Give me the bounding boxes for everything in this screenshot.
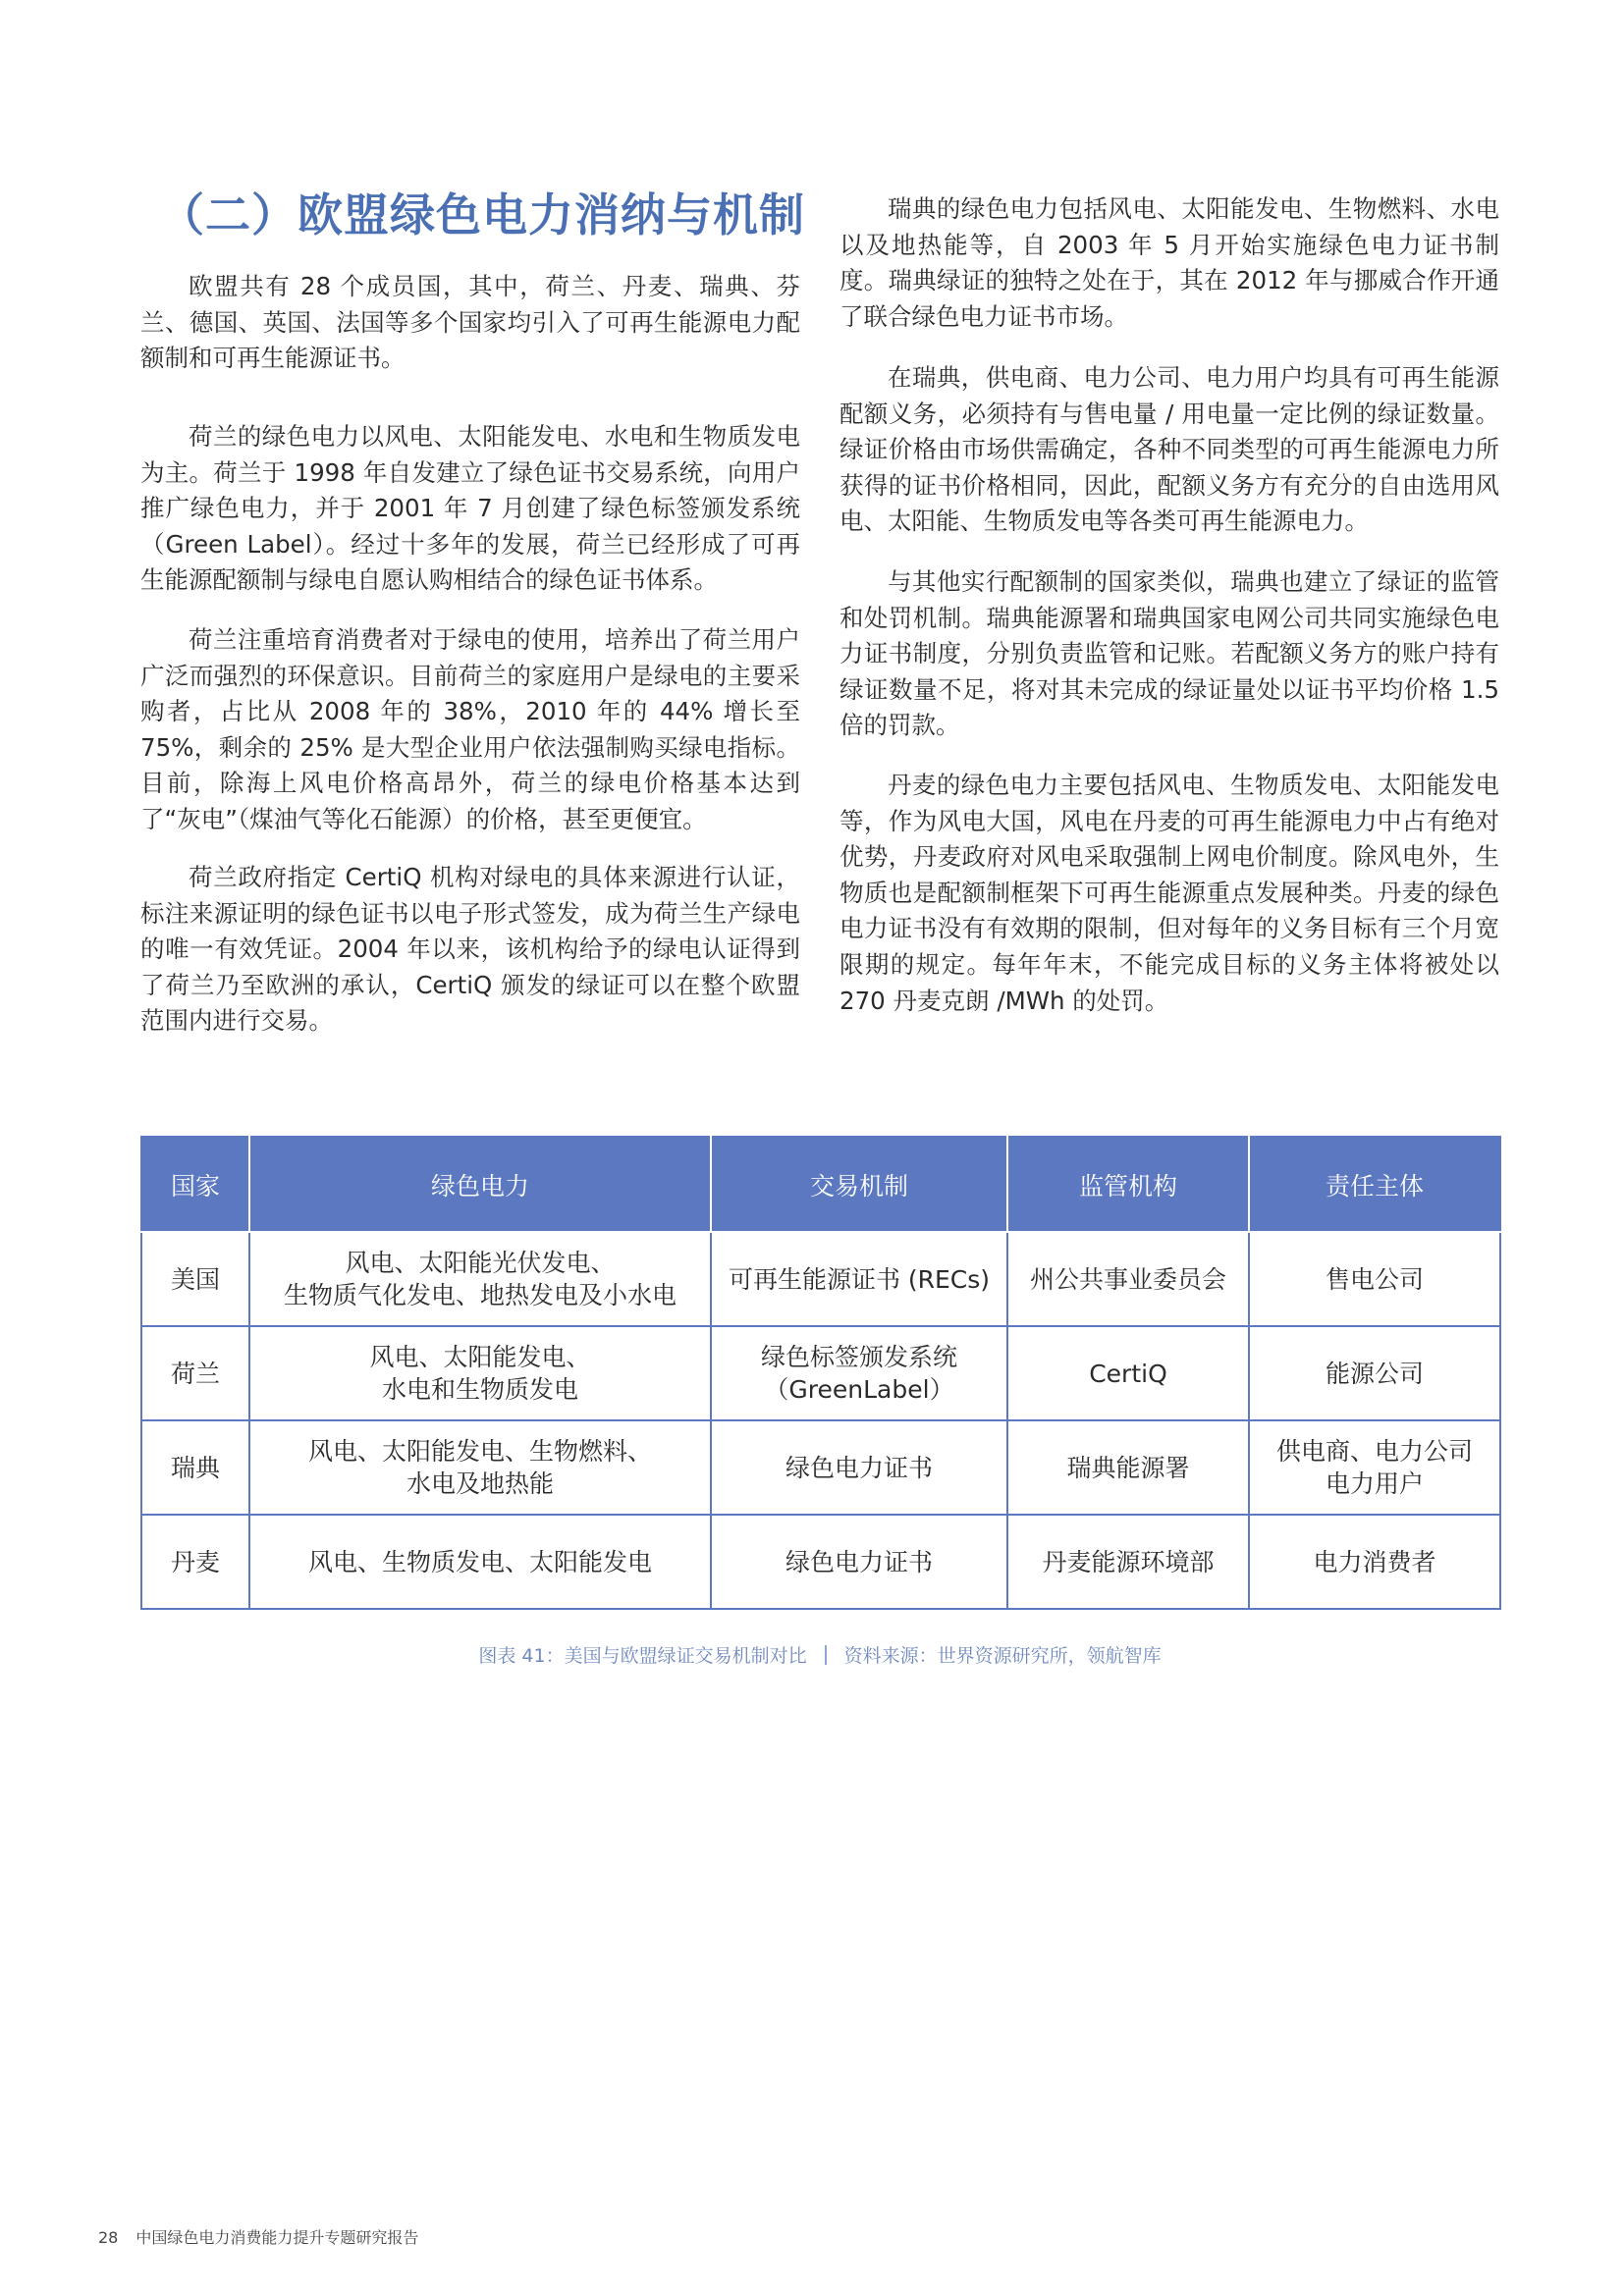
page-number: 28 xyxy=(98,2228,119,2247)
paragraph-netherlands-consumers: 荷兰注重培育消费者对于绿电的使用，培养出了荷兰用户广泛而强烈的环保意识。目前荷兰的家庭用户是绿电的主要采购者，占比从 2008 年的 38%，2010 年的 44% 增长至 75%，剩余的 25% 是大型企业用户依法强制购买绿电指标。目前，除海上风电价格高昂外，荷兰的绿电价格基本达到了“灰电”（煤油气等化石能源）的价格，甚至更便宜。 xyxy=(140,625,800,833)
table-cell xyxy=(141,1420,249,1515)
page-footer xyxy=(98,2225,418,2248)
table-cell xyxy=(141,1232,249,1326)
table-cell xyxy=(711,1420,1007,1515)
table-cell-line: 绿色电力证书 xyxy=(785,1547,933,1576)
table-cell xyxy=(249,1232,711,1326)
table-cell xyxy=(1007,1232,1249,1326)
table-cell-line: （GreenLabel） xyxy=(764,1375,954,1404)
table-header-cell: 国家 xyxy=(141,1137,249,1232)
table-cell-line: 瑞典能源署 xyxy=(1066,1453,1190,1482)
caption-separator xyxy=(825,1645,827,1665)
table-row xyxy=(141,1326,1500,1420)
table-cell-line: 绿色电力证书 xyxy=(785,1453,933,1482)
table-cell xyxy=(711,1515,1007,1609)
table-cell xyxy=(249,1515,711,1609)
paragraph-sweden-penalty: 与其他实行配额制的国家类似，瑞典也建立了绿证的监管和处罚机制。瑞典能源署和瑞典国家电网公司共同实施绿色电力证书制度，分别负责监管和记账。若配额义务方的账户持有绿证数量不足，将对其未完成的绿证量处以证书平均价格 1.5 倍的罚款。 xyxy=(839,567,1499,740)
table-caption xyxy=(140,1641,1499,1668)
table-cell-line: 能源公司 xyxy=(1325,1359,1424,1388)
table-header-cell: 绿色电力 xyxy=(249,1137,711,1232)
table-cell-line: 可再生能源证书 (RECs) xyxy=(728,1264,991,1294)
table-cell-line: 电力用户 xyxy=(1325,1469,1424,1498)
table-cell-line: 供电商、电力公司 xyxy=(1275,1437,1473,1466)
table-header-cell: 交易机制 xyxy=(711,1137,1007,1232)
table-cell-line: 丹麦能源环境部 xyxy=(1042,1547,1215,1576)
table-cell xyxy=(711,1326,1007,1420)
table-cell xyxy=(141,1326,249,1420)
table-cell-line: 售电公司 xyxy=(1325,1264,1424,1294)
table-cell xyxy=(141,1515,249,1609)
table-cell-line: 丹麦 xyxy=(170,1547,220,1576)
table-cell xyxy=(249,1326,711,1420)
table-cell-line: 生物质气化发电、地热发电及小水电 xyxy=(283,1281,677,1309)
table-row xyxy=(141,1515,1500,1609)
paragraph-sweden-quota: 在瑞典，供电商、电力公司、电力用户均具有可再生能源配额义务，必须持有与售电量 / 用电量一定比例的绿证数量。绿证价格由市场供需确定，各种不同类型的可再生能源电力所获得的证书价格相同，因此，配额义务方有充分的自由选用风电、太阳能、生物质发电等各类可再生能源电力。 xyxy=(839,363,1499,536)
table-cell xyxy=(249,1420,711,1515)
paragraph-netherlands-green-power: 荷兰的绿色电力以风电、太阳能发电、水电和生物质发电为主。荷兰于 1998 年自发建立了绿色证书交易系统，向用户推广绿色电力，并于 2001 年 7 月创建了绿色标签颁发系统（Green Label）。经过十多年的发展，荷兰已经形成了可再生能源配额制与绿电自愿认购相结合的绿色证书体系。 xyxy=(140,422,800,595)
table-cell xyxy=(711,1232,1007,1326)
table-cell-line: 水电及地热能 xyxy=(406,1469,554,1498)
table-cell-line: 水电和生物质发电 xyxy=(381,1375,578,1404)
table-cell xyxy=(1007,1420,1249,1515)
table-cell-line: 瑞典 xyxy=(170,1453,220,1482)
paragraph-netherlands-certiq: 荷兰政府指定 CertiQ 机构对绿电的具体来源进行认证，标注来源证明的绿色证书以电子形式签发，成为荷兰生产绿电的唯一有效凭证。2004 年以来，该机构给予的绿电认证得到了荷兰乃至欧洲的承认，CertiQ 颁发的绿证可以在整个欧盟范围内进行交易。 xyxy=(140,863,800,1036)
caption-title: 图表 41：美国与欧盟绿证交易机制对比 xyxy=(478,1645,807,1667)
table-row xyxy=(141,1420,1500,1515)
table-cell-line: 风电、太阳能发电、生物燃料、 xyxy=(307,1437,652,1466)
table-cell-line: 电力消费者 xyxy=(1313,1547,1436,1576)
table-cell xyxy=(1007,1515,1249,1609)
paragraph-denmark: 丹麦的绿色电力主要包括风电、生物质发电、太阳能发电等，作为风电大国，风电在丹麦的可再生能源电力中占有绝对优势，丹麦政府对风电采取强制上网电价制度。除风电外，生物质也是配额制框架下可再生能源重点发展种类。丹麦的绿色电力证书没有有效期的限制，但对每年的义务目标有三个月宽限期的规定。每年年末，不能完成目标的义务主体将被处以 270 丹麦克朗 /MWh 的处罚。 xyxy=(839,771,1499,1015)
table-header-row xyxy=(141,1137,1500,1232)
paragraph-sweden-green-power: 瑞典的绿色电力包括风电、太阳能发电、生物燃料、水电以及地热能等，自 2003 年 5 月开始实施绿色电力证书制度。瑞典绿证的独特之处在于，其在 2012 年与挪威合作开通了联合绿色电力证书市场。 xyxy=(839,194,1499,331)
table-header-cell: 责任主体 xyxy=(1249,1137,1500,1232)
section-heading: （二）欧盟绿色电力消纳与机制 xyxy=(159,188,805,241)
report-title: 中国绿色电力消费能力提升专题研究报告 xyxy=(135,2228,419,2247)
table-cell-line: 风电、生物质发电、太阳能发电 xyxy=(307,1547,652,1576)
table-cell-line: 美国 xyxy=(170,1264,220,1294)
table-cell-line: 州公共事业委员会 xyxy=(1029,1264,1226,1294)
table-cell-line: 风电、太阳能发电、 xyxy=(369,1343,591,1371)
table-cell-line: CertiQ xyxy=(1089,1359,1167,1388)
table-cell xyxy=(1249,1515,1500,1609)
comparison-table xyxy=(140,1136,1501,1610)
table-row xyxy=(141,1232,1500,1326)
table-cell xyxy=(1249,1232,1500,1326)
table-cell xyxy=(1249,1420,1500,1515)
caption-source: 资料来源：世界资源研究所，领航智库 xyxy=(843,1645,1162,1667)
paragraph-eu-members: 欧盟共有 28 个成员国，其中，荷兰、丹麦、瑞典、芬兰、德国、英国、法国等多个国家均引入了可再生能源电力配额制和可再生能源证书。 xyxy=(140,272,800,373)
table-cell-line: 风电、太阳能光伏发电、 xyxy=(345,1249,616,1277)
table-cell-line: 荷兰 xyxy=(170,1359,220,1388)
table-cell xyxy=(1007,1326,1249,1420)
table-cell-line: 绿色标签颁发系统 xyxy=(760,1343,957,1371)
table-cell xyxy=(1249,1326,1500,1420)
table-header-cell: 监管机构 xyxy=(1007,1137,1249,1232)
table-body xyxy=(141,1232,1500,1609)
